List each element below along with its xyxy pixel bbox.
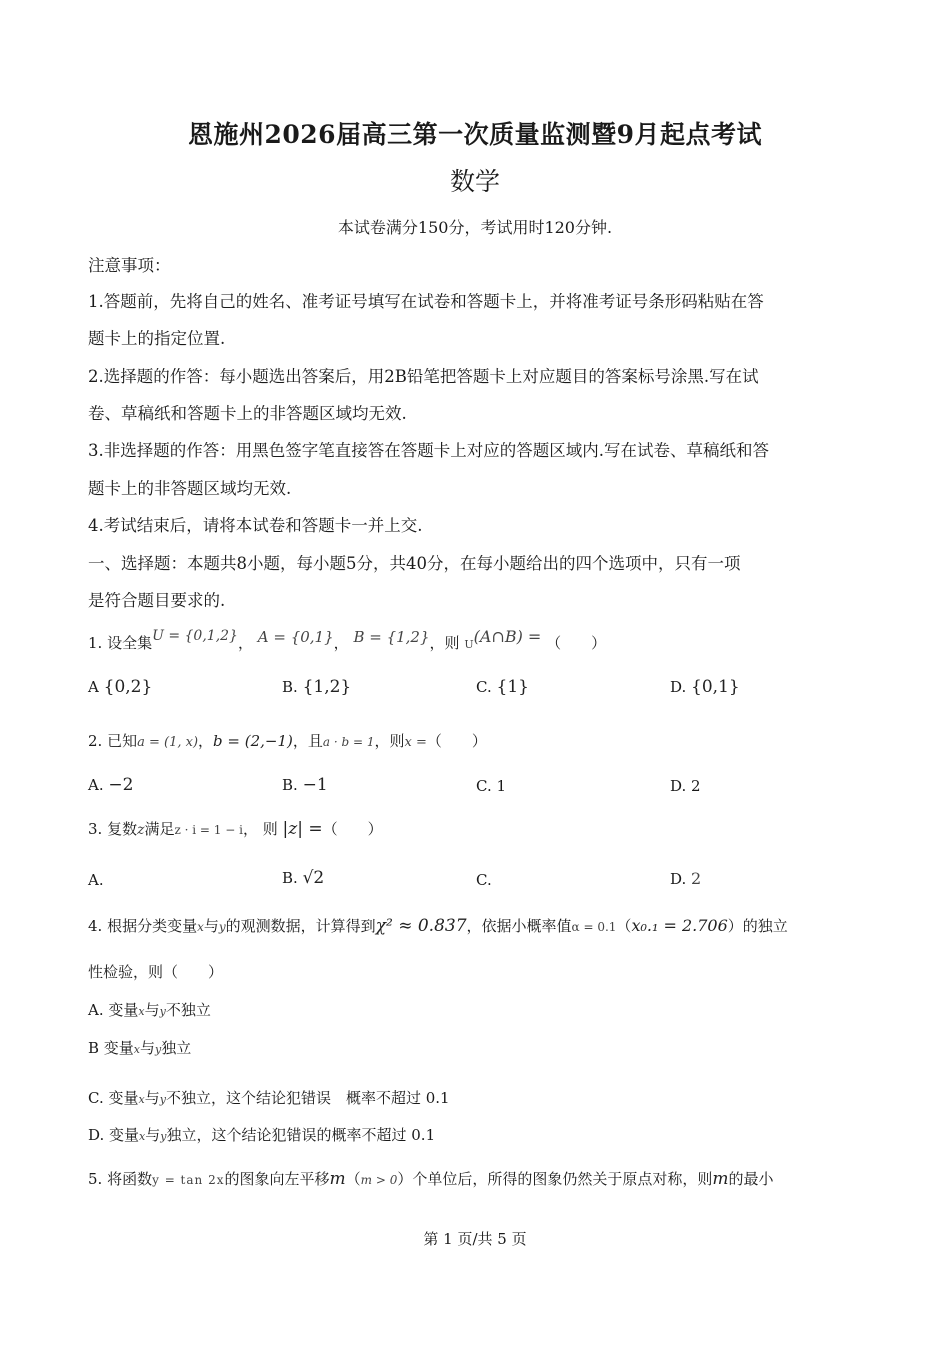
q5-text2: 的图象向左平移 — [224, 1170, 330, 1188]
q4-critical-value: x₀.₁ = 2.706 — [631, 916, 728, 935]
q1-option-c — [476, 677, 529, 697]
q2-option-b-value: −1 — [302, 775, 328, 795]
q3-option-a: A. — [88, 871, 104, 889]
q2-option-a-value: −2 — [108, 775, 134, 795]
q1-option-b-value: {1,2} — [302, 677, 352, 697]
q4-alpha: α = 0.1 — [571, 920, 617, 934]
q4-option-a-x: x — [138, 1005, 145, 1018]
q1-option-a-value: {0,2} — [103, 677, 153, 697]
q4-option-c-y: y — [159, 1093, 166, 1106]
question-3-stem — [88, 818, 383, 839]
question-5-stem — [88, 1168, 774, 1189]
q3-prefix: 3. 复数 — [88, 820, 138, 838]
q1-paren: （ ） — [546, 634, 607, 652]
q2-then: ，则 — [374, 732, 405, 750]
q4-option-a-y: y — [159, 1005, 166, 1018]
q4-option-b — [88, 1037, 191, 1058]
q1-option-a — [88, 677, 152, 697]
section-1-line-2: 是符合题目要求的. — [88, 591, 226, 610]
q1-sep2: ， — [333, 634, 349, 652]
q2-sep1: ， — [198, 732, 214, 750]
q2-vec-b: b = (2,−1) — [213, 732, 293, 750]
q3-z: z — [137, 822, 145, 838]
q1-set-b: B = {1,2} — [353, 628, 430, 646]
q3-option-b-label: B. — [282, 869, 298, 887]
q1-option-b-label: B. — [282, 678, 298, 696]
q4-y: y — [218, 920, 226, 934]
q2-option-a — [88, 775, 133, 795]
q1-option-d-label: D. — [670, 678, 687, 696]
q2-dot: a · b = 1 — [322, 735, 375, 749]
q4-rparen: ） — [727, 917, 743, 935]
q1-set-a: A = {0,1} — [257, 628, 334, 646]
note-2-line-2: 卷、草稿纸和答题卡上的非答题区域均无效. — [88, 404, 407, 423]
q3-option-d — [670, 869, 701, 888]
q5-text3: 个单位后，所得的图象仍然关于原点对称，则 — [412, 1170, 713, 1188]
note-2-line-1: 2.选择题的作答：每小题选出答案后，用2B铅笔把答题卡上对应题目的答案标号涂黑.写在试 — [88, 367, 759, 386]
q4-option-b-y: y — [155, 1043, 162, 1056]
q4-option-b-x: x — [133, 1043, 141, 1056]
note-1-line-2: 题卡上的指定位置. — [88, 329, 226, 348]
q1-option-d — [670, 677, 740, 697]
q4-text2: 的观测数据，计算得到 — [225, 917, 376, 935]
q4-option-d-pre: D. 变量 — [88, 1126, 140, 1144]
note-4-line-1: 4.考试结束后，请将本试卷和答题卡一并上交. — [88, 516, 423, 535]
note-3-line-2: 题卡上的非答题区域均无效. — [88, 479, 292, 498]
q4-option-b-post: 独立 — [161, 1039, 192, 1057]
q5-m2: m — [712, 1169, 729, 1189]
q1-option-b — [282, 677, 351, 697]
section-1-line-1: 一、选择题：本题共8小题，每小题5分，共40分，在每小题给出的四个选项中，只有一项 — [88, 554, 741, 573]
q4-option-c-post: 不独立，这个结论犯错误 概率不超过 0.1 — [165, 1089, 450, 1107]
q4-option-c-and: 与 — [144, 1089, 160, 1107]
question-1-stem — [88, 627, 607, 653]
q2-vec-a: a = (1, x) — [137, 735, 199, 750]
q3-option-b — [282, 868, 324, 888]
note-1-line-1: 1.答题前，先将自己的姓名、准考证号填写在试卷和答题卡上，并将准考证号条形码粘贴在答 — [88, 292, 764, 311]
q4-option-a-pre: A. 变量 — [88, 1001, 139, 1019]
q4-prefix: 4. 根据分类变量 — [88, 917, 198, 935]
q4-option-a — [88, 999, 211, 1020]
q1-complement-sub: U — [464, 638, 474, 651]
question-2-stem — [88, 730, 487, 751]
q3-option-d-value: 2 — [691, 869, 702, 888]
q5-function: y = tan 2x — [152, 1173, 225, 1187]
q4-lparen: （ — [616, 917, 632, 935]
q4-option-d-y: y — [160, 1130, 167, 1143]
q1-expr: (A∩B) = — [473, 627, 542, 646]
q1-option-c-value: {1} — [496, 677, 529, 697]
q1-option-c-label: C. — [476, 678, 492, 696]
q4-option-b-and: 与 — [140, 1039, 156, 1057]
q4-chi-square: χ² ≈ 0.837 — [375, 916, 467, 936]
q4-option-a-post: 不独立 — [165, 1001, 211, 1019]
q4-x: x — [197, 920, 204, 934]
q2-paren: （ ） — [426, 732, 487, 750]
q4-option-d-x: x — [139, 1130, 146, 1143]
q5-lparen: （ — [345, 1170, 361, 1188]
q1-prefix: 1. 设全集 — [88, 634, 153, 652]
q4-option-d-post: 独立，这个结论犯错误的概率不超过 0.1 — [166, 1126, 436, 1144]
q4-option-a-and: 与 — [144, 1001, 160, 1019]
note-3-line-1: 3.非选择题的作答：用黑色签字笔直接答在答题卡上对应的答题区域内.写在试卷、草稿纸和答 — [88, 441, 769, 460]
q4-option-d-and: 与 — [145, 1126, 161, 1144]
subject-title: 数学 — [449, 167, 500, 196]
question-4-stem-line-1 — [88, 915, 788, 936]
exam-intro: 本试卷满分150分，考试用时120分钟. — [337, 218, 613, 237]
exam-title: 恩施州2026届高三第一次质量监测暨9月起点考试 — [188, 120, 762, 149]
q2-option-b-label: B. — [282, 776, 298, 794]
q3-option-d-label: D. — [670, 870, 687, 888]
q3-equation: z · i = 1 − i — [174, 823, 243, 837]
q5-m: m — [329, 1169, 346, 1189]
q3-option-c: C. — [476, 871, 492, 889]
q4-text3: ，依据小概率值 — [466, 917, 572, 935]
q1-set-u: U = {0,1,2} — [152, 628, 238, 644]
q3-then: ， 则 — [242, 820, 278, 838]
q1-option-a-label: A — [88, 678, 99, 696]
q2-option-c: C. 1 — [476, 777, 507, 795]
q3-option-b-value: √2 — [302, 868, 325, 888]
q4-option-c — [88, 1087, 450, 1108]
q2-option-b — [282, 775, 328, 795]
q5-prefix: 5. 将函数 — [88, 1170, 153, 1188]
question-4-stem-line-2: 性检验，则（ ） — [88, 963, 224, 981]
q4-option-c-x: x — [138, 1093, 145, 1106]
q2-prefix: 2. 已知 — [88, 732, 138, 750]
q4-text4: 的独立 — [742, 917, 788, 935]
q4-option-c-pre: C. 变量 — [88, 1089, 139, 1107]
q5-text4: 的最小 — [728, 1170, 774, 1188]
q2-x: x = — [404, 735, 427, 750]
q5-condition: m > 0 — [360, 1173, 398, 1187]
q2-and: ，且 — [292, 732, 323, 750]
q4-option-b-pre: B 变量 — [88, 1039, 134, 1057]
q2-option-d: D. 2 — [670, 777, 701, 795]
q4-option-d — [88, 1124, 435, 1145]
q2-option-a-label: A. — [88, 776, 104, 794]
q3-abs: |z| = — [282, 819, 323, 839]
q1-option-d-value: {0,1} — [691, 677, 740, 697]
q3-satisfy: 满足 — [144, 820, 175, 838]
q5-rparen: ） — [397, 1170, 413, 1188]
page-footer: 第 1 页/共 5 页 — [423, 1230, 527, 1248]
q3-paren: （ ） — [322, 820, 383, 838]
q4-and: 与 — [203, 917, 219, 935]
notes-heading: 注意事项： — [88, 256, 171, 275]
q1-sep1: ， — [237, 634, 253, 652]
q1-then: ，则 — [429, 634, 460, 652]
